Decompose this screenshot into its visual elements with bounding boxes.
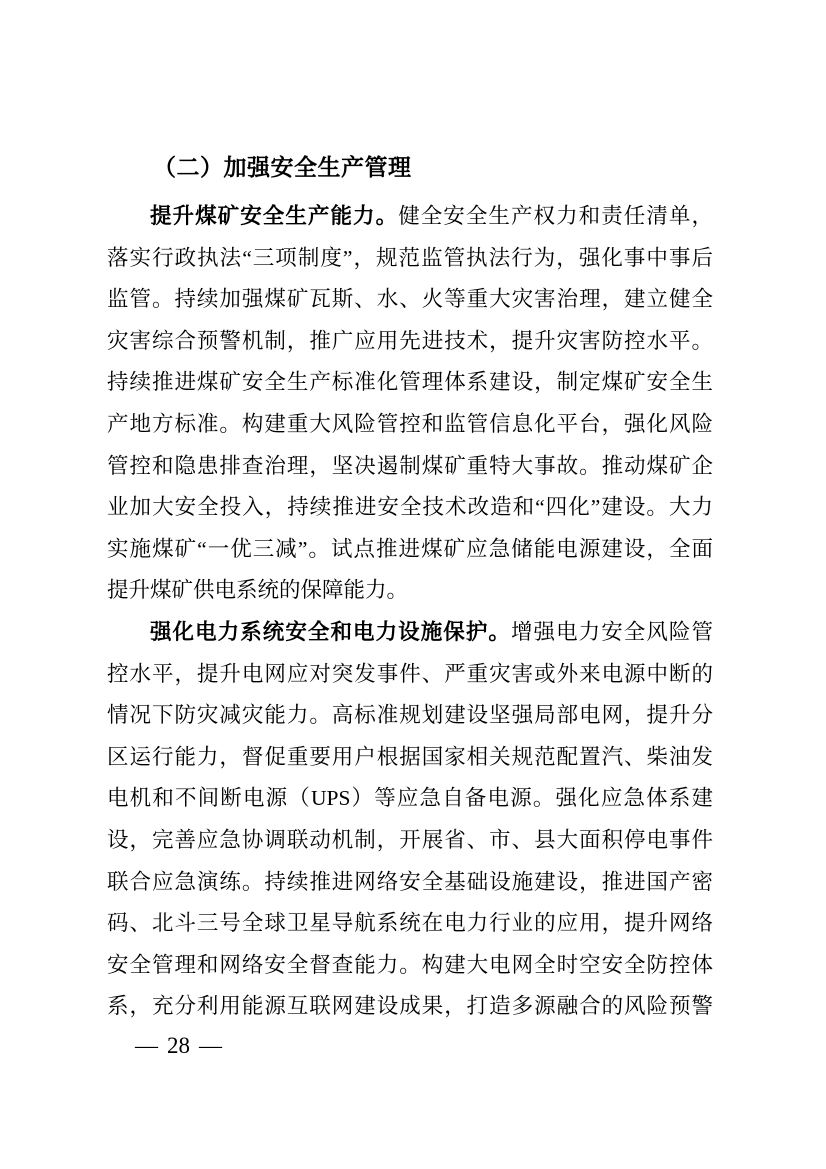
paragraph (107, 196, 713, 612)
text-line: 设，完善应急协调联动机制，开展省、市、县大面积停电事件 (107, 827, 713, 852)
text-line: 管控和隐患排查治理，坚决遏制煤矿重特大事故。推动煤矿企 (107, 453, 713, 478)
paragraph-first-line-rest: 健全安全生产权力和责任清单， (398, 204, 713, 228)
paragraph-lead: 强化电力系统安全和电力设施保护。 (150, 619, 511, 644)
text-line: 情况下防灾减灾能力。高标准规划建设坚强局部电网，提升分 (107, 703, 713, 728)
page-footer (126, 1032, 231, 1060)
text-line: 提升煤矿供电系统的保障能力。 (107, 578, 409, 603)
text-line: 码、北斗三号全球卫星导航系统在电力行业的应用，提升网络 (107, 911, 713, 936)
text-line: 落实行政执法“三项制度”，规范监管执法行为，强化事中事后 (107, 245, 713, 270)
text-line (107, 196, 713, 238)
text-line: 安全管理和网络安全督查能力。构建大电网全时空安全防控体 (107, 952, 713, 977)
footer-dash-left: — (135, 1033, 158, 1058)
footer-dash-right: — (199, 1033, 222, 1058)
text-line: 持续推进煤矿安全生产标准化管理体系建设，制定煤矿安全生 (107, 370, 713, 395)
paragraph (107, 612, 713, 1028)
body-text (107, 196, 713, 1028)
text-line: 业加大安全投入，持续推进安全技术改造和“四化”建设。大力 (107, 495, 713, 520)
text-line: 系，充分利用能源互联网建设成果，打造多源融合的风险预警 (107, 994, 713, 1019)
text-line (107, 612, 713, 654)
text-line: 灾害综合预警机制，推广应用先进技术，提升灾害防控水平。 (107, 328, 713, 353)
text-line: 区运行能力，督促重要用户根据国家相关规范配置汽、柴油发 (107, 744, 713, 769)
paragraph-first-line-rest: 增强电力安全风险管 (510, 619, 713, 644)
paragraph-lead: 提升煤矿安全生产能力。 (150, 204, 399, 228)
text-line: 产地方标准。构建重大风险管控和监管信息化平台，强化风险 (107, 411, 713, 436)
text-line: 电机和不间断电源（UPS）等应急自备电源。强化应急体系建 (107, 786, 713, 811)
section-heading: （二）加强安全生产管理 (153, 155, 412, 180)
text-line: 联合应急演练。持续推进网络安全基础设施建设，推进国产密 (107, 869, 713, 894)
text-line: 实施煤矿“一优三减”。试点推进煤矿应急储能电源建设，全面 (107, 536, 713, 561)
page-content (107, 146, 713, 1028)
page-number: 28 (167, 1033, 190, 1058)
text-line: 监管。持续加强煤矿瓦斯、水、火等重大灾害治理，建立健全 (107, 287, 713, 312)
text-line: 控水平，提升电网应对突发事件、严重灾害或外来电源中断的 (107, 661, 713, 686)
